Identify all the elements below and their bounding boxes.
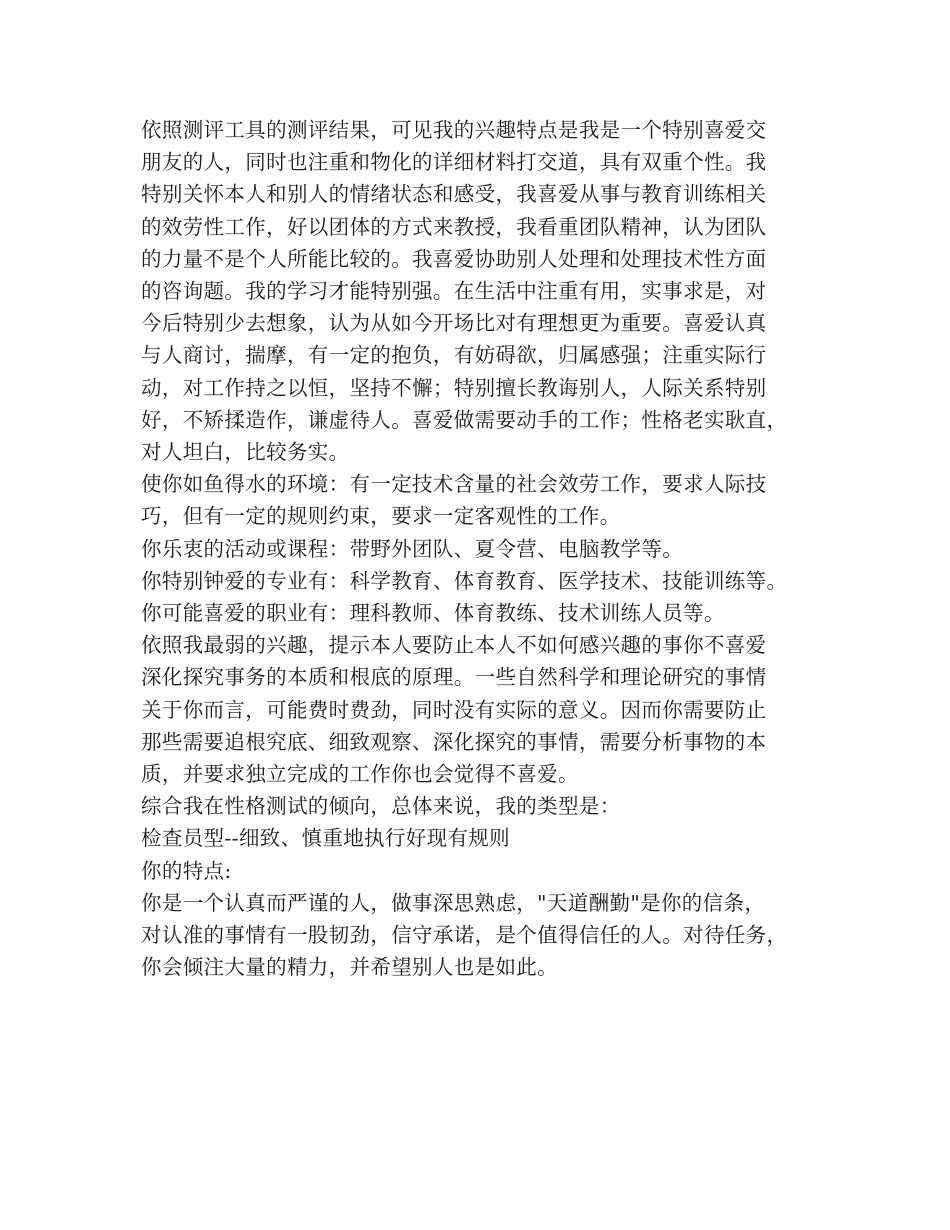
paragraph: [141, 565, 831, 597]
text-line: 朋友的人，同时也注重和物化的详细材料打交道，具有双重个性。我: [141, 150, 767, 175]
text-line: 检查员型--细致、慎重地执行好现有规则: [141, 826, 511, 851]
text-line: 今后特别少去想象，认为从如今开场比对有理想更为重要。喜爱认真: [141, 311, 767, 336]
text-line: 的力量不是个人所能比较的。我喜爱协助别人处理和处理技术性方面: [141, 246, 767, 271]
text-line: 巧，但有一定的规则约束，要求一定客观性的工作。: [141, 504, 621, 529]
text-line: 你的特点:: [141, 858, 232, 883]
paragraph: [141, 597, 831, 629]
text-line: 好，不矫揉造作，谦虚待人。喜爱做需要动手的工作；性格老实耿直，: [141, 407, 788, 432]
text-line: 深化探究事务的本质和根底的原理。一些自然科学和理论研究的事情: [141, 665, 767, 690]
text-line: 质，并要求独立完成的工作你也会觉得不喜爱。: [141, 762, 579, 787]
text-line: 特别关怀本人和别人的情绪状态和感受，我喜爱从事与教育训练相关: [141, 182, 767, 207]
text-line: 那些需要追根究底、细致观察、深化探究的事情，需要分析事物的本: [141, 729, 767, 754]
text-line: 使你如鱼得水的环境：有一定技术含量的社会效劳工作，要求人际技: [141, 472, 767, 497]
paragraph: [141, 533, 831, 565]
text-line: 与人商讨，揣摩，有一定的抱负，有妨碍欲，归属感强；注重实际行: [141, 343, 767, 368]
document-body: [141, 114, 831, 983]
paragraph: [141, 822, 831, 854]
text-line: 综合我在性格测试的倾向，总体来说，我的类型是：: [141, 794, 621, 819]
paragraph: [141, 790, 831, 822]
text-line: 的效劳性工作，好以团体的方式来教授，我看重团队精神，认为团队: [141, 214, 767, 239]
text-line: 的咨询题。我的学习才能特别强。在生活中注重有用，实事求是，对: [141, 279, 767, 304]
paragraph: [141, 629, 831, 790]
text-line: 你是一个认真而严谨的人，做事深思熟虑，"天道酬勤"是你的信条，: [141, 890, 766, 915]
text-line: 关于你而言，可能费时费劲，同时没有实际的意义。因而你需要防止: [141, 697, 767, 722]
text-line: 你特别钟爱的专业有：科学教育、体育教育、医学技术、技能训练等。: [141, 568, 788, 593]
text-line: 动，对工作持之以恒，坚持不懈；特别擅长教诲别人，人际关系特别: [141, 375, 767, 400]
text-line: 依照测评工具的测评结果，可见我的兴趣特点是我是一个特别喜爱交: [141, 118, 767, 142]
paragraph: [141, 114, 831, 468]
text-line: 依照我最弱的兴趣，提示本人要防止本人不如何感兴趣的事你不喜爱: [141, 633, 767, 658]
paragraph: [141, 855, 831, 887]
paragraph: [141, 468, 831, 532]
text-line: 对人坦白，比较务实。: [141, 440, 350, 465]
text-line: 你乐衷的活动或课程：带野外团队、夏令营、电脑教学等。: [141, 536, 684, 561]
text-line: 对认准的事情有一股韧劲，信守承诺，是个值得信任的人。对待任务，: [141, 923, 788, 948]
text-line: 你可能喜爱的职业有：理科教师、体育教练、技术训练人员等。: [141, 601, 725, 626]
text-line: 你会倾注大量的精力，并希望别人也是如此。: [141, 955, 558, 980]
paragraph: [141, 887, 831, 984]
